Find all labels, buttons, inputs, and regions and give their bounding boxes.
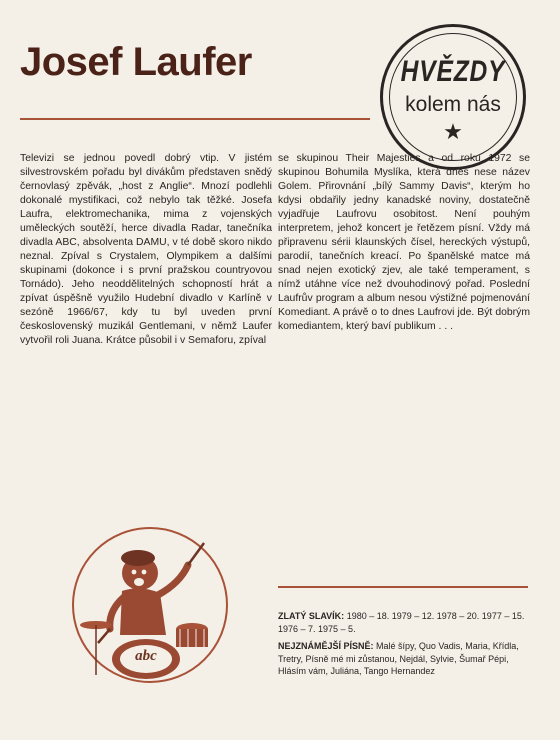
article-column-right: se skupinou Their Majesties a od roku 1972 se skupinou Bohumila Myslíka, která dnes nese název Golem. Přirovnání „bílý Sammy Davis“, kterým ho kdysi obdařily jedny kanadské noviny, dostatečně vyjadřuje Laufrovu osobitost. Není pouhým interpretem, jehož koncert je řetězem písní. Vždy má připravenu sérii klaunských čísel, hereckých výstupů, parodií, tanečních kreací. Po španělské matce má snad nejen exotický zjev, ale také temperament, s nímž utáhne více než dvouhodinový pořad. Poslední Laufrův program a album nesou výstižné pojmenování Komediant. A právě o to dnes Laufrovi jde. Být dobrým komediantem, který baví publikum . . . (278, 153, 530, 332)
drum-label: abc (135, 648, 157, 664)
page-title: Josef Laufer (20, 40, 252, 84)
zlaty-slavik-label: ZLATÝ SLAVÍK: (278, 611, 345, 621)
songs-info (278, 640, 528, 678)
info-divider (278, 586, 528, 588)
songs-label: NEJZNÁMĚJŠÍ PÍSNĚ: (278, 641, 374, 651)
star-icon: ★ (443, 119, 463, 144)
badge-title: HVĚZDY (400, 55, 506, 88)
article-column-left: Televizi se jednou povedl dobrý vtip. V jistém silvestrovském pořadu byl divákům představen snědý černovlasý zpěvák, „host z Anglie“. Mnozí podlehli dokonalé mystifikaci, což nebylo tak těžké. Josefa Laufra, elektromechanika, mima z vojenských uměleckých soutěží, herce divadla Radar, tanečníka divadla ABC, absolventa DAMU, v té době skoro nikdo neznal. Zpíval s Crystalem, Olympikem a dalšími skupinami (dokonce i s první pražskou countryovou Tornádo). Jeho neoddělitelných schopností hrát a zpívat úspěšně využilo Hudební divadlo v Karlíně v sezóně 1966/67, kdy tu byl uveden první československý muzikál Gentlemani, v němž Laufer vytvořil roli Juana. Krátce působil i v Semaforu, zpíval (20, 153, 272, 346)
zlaty-slavik-values: 1980 – 18. 1979 – 12. 1978 – 20. 1977 – 15. 1976 – 7. 1975 – 5. (278, 611, 525, 634)
drummer-illustration (70, 525, 230, 685)
zlaty-slavik-info (278, 610, 528, 635)
title-divider (20, 118, 370, 120)
songs-list: Malé šípy, Quo Vadis, Maria, Křídla, Tretry, Písně mé mi zůstanou, Nejdál, Sylvie, Šumař Pépi, Hlásím vám, Juliána, Tango Hernandez (278, 641, 519, 676)
badge-subtitle: kolem nás (405, 93, 501, 116)
series-badge (380, 24, 526, 170)
